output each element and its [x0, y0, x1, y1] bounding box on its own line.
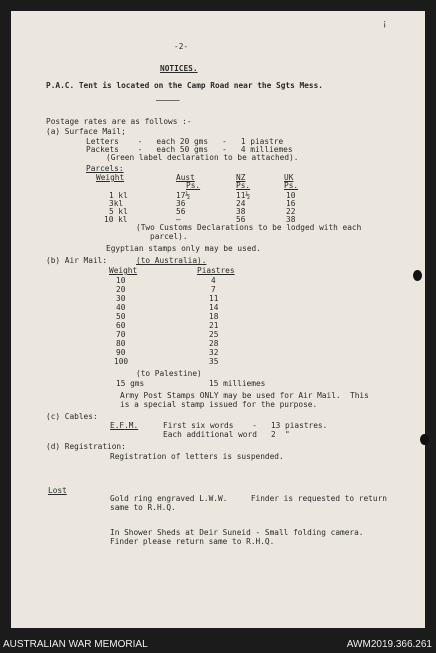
air-rate: 18 — [209, 312, 219, 321]
air-rate: 28 — [209, 339, 219, 348]
air-rate: 4 — [211, 276, 216, 285]
cables-label: (c) Cables: — [46, 412, 98, 421]
parcels-cell: 10 — [286, 191, 296, 200]
parcels-cell: 36 — [176, 199, 186, 208]
parcels-label: Parcels: — [86, 164, 124, 173]
parcels-cell: 10 kl — [104, 215, 128, 224]
air-weight: 60 — [116, 321, 126, 330]
egyptian-stamps-note: Egyptian stamps only may be used. — [106, 244, 261, 253]
air-weight: 100 — [114, 357, 129, 366]
cables-line: Each additional word 2 " — [163, 430, 290, 439]
surface-line: Letters - each 20 gms - 1 piastre — [86, 137, 284, 146]
air-rate: 21 — [209, 321, 219, 330]
air-rate: 11 — [209, 294, 219, 303]
air-weight: 90 — [116, 348, 126, 357]
registration-text: Registration of letters is suspended. — [110, 452, 284, 461]
army-stamps-note: is a special stamp issued for the purpose. — [120, 400, 318, 409]
air-weight: 80 — [116, 339, 126, 348]
air-weight: 20 — [116, 285, 126, 294]
parcels-cell: 24 — [236, 199, 246, 208]
parcels-cell: 38 — [286, 215, 296, 224]
air-rate: 7 — [211, 285, 216, 294]
parcels-cell: 56 — [176, 207, 186, 216]
parcels-subheader: Ps. — [236, 181, 251, 190]
registration-label: (d) Registration: — [46, 442, 126, 451]
air-weight: 10 — [116, 276, 126, 285]
lost-label: Lost — [48, 486, 67, 495]
air-rate: 35 — [209, 357, 219, 366]
air-rate: 14 — [209, 303, 219, 312]
air-weight: 70 — [116, 330, 126, 339]
parcels-cell: 38 — [236, 207, 246, 216]
lost-item-line: In Shower Sheds at Deir Suneid - Small folding camera. — [110, 528, 364, 537]
surface-line: (Green label declaration to be attached). — [106, 153, 299, 162]
surface-mail-label: (a) Surface Mail; — [46, 127, 126, 136]
parcels-cell: — — [176, 215, 181, 224]
palestine-weight: 15 gms — [116, 379, 145, 388]
lost-item-line: Gold ring engraved L.W.W. Finder is requested to return — [110, 494, 387, 503]
parcels-cell: 3kl — [109, 199, 124, 208]
to-australia-label: (to Australia). — [136, 256, 207, 265]
footer-bar — [0, 637, 436, 653]
rates-intro: Postage rates are as follows :- — [46, 117, 192, 126]
parcels-cell: 1 kl — [109, 191, 128, 200]
parcels-subheader: Ps. — [284, 181, 299, 190]
parcels-header: Aust — [176, 173, 195, 182]
parcels-cell: 16 — [286, 199, 296, 208]
air-header: Piastres — [197, 266, 235, 275]
page-number: -2- — [174, 42, 189, 51]
parcels-cell: 17½ — [176, 191, 191, 200]
air-mail-label: (b) Air Mail: — [46, 256, 108, 265]
surface-line: Packets - each 50 gms - 4 milliemes — [86, 145, 293, 154]
punch-hole — [420, 434, 429, 445]
efm-label: E.F.M. — [110, 421, 139, 430]
customs-note: parcel). — [150, 232, 188, 241]
pac-notice: P.A.C. Tent is located on the Camp Road near the Sgts Mess. — [46, 81, 323, 90]
footer-accession-id: AWM2019.366.261 — [346, 639, 432, 650]
parcels-header: NZ — [236, 173, 246, 182]
air-rate: 32 — [209, 348, 219, 357]
air-weight: 30 — [116, 294, 126, 303]
footer-source: AUSTRALIAN WAR MEMORIAL — [3, 639, 148, 650]
to-palestine-label: (to Palestine) — [136, 369, 202, 378]
army-stamps-note: Army Post Stamps ONLY may be used for Air Mail. This — [120, 391, 369, 400]
air-rate: 25 — [209, 330, 219, 339]
parcels-cell: 11½ — [236, 191, 251, 200]
divider: ───── — [156, 96, 180, 105]
palestine-rate: 15 milliemes — [209, 379, 266, 388]
parcels-header: UK — [284, 173, 294, 182]
punch-hole — [413, 270, 422, 281]
lost-item-line: same to R.H.Q. — [110, 503, 176, 512]
corner-mark: ¡ — [382, 19, 388, 29]
cables-line: First six words - 13 piastres. — [163, 421, 328, 430]
notices-heading: NOTICES. — [160, 64, 198, 73]
parcels-header: Weight — [96, 173, 125, 182]
parcels-cell: 22 — [286, 207, 296, 216]
document-page — [11, 11, 425, 628]
air-header: Weight — [109, 266, 138, 275]
customs-note: (Two Customs Declarations to be lodged with each — [136, 223, 362, 232]
air-weight: 50 — [116, 312, 126, 321]
parcels-subheader: Ps. — [186, 181, 201, 190]
lost-item-line: Finder please return same to R.H.Q. — [110, 537, 275, 546]
air-weight: 40 — [116, 303, 126, 312]
parcels-cell: 5 kl — [109, 207, 128, 216]
parcels-cell: 56 — [236, 215, 246, 224]
